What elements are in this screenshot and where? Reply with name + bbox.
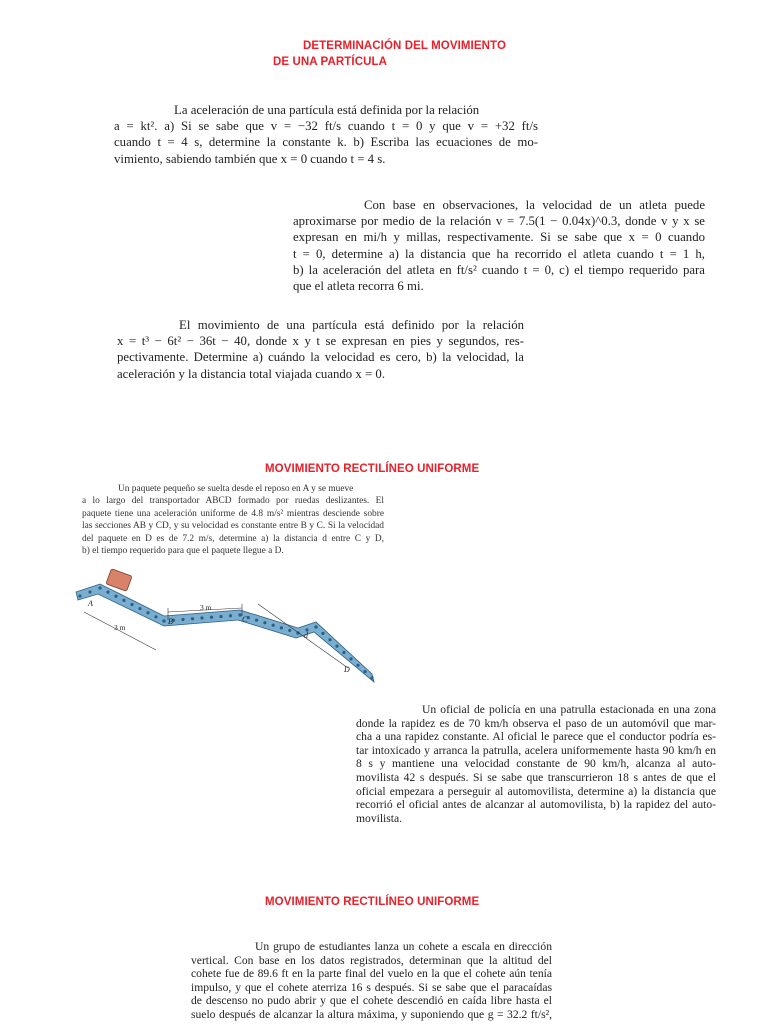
problem-1-line: vimiento, sabiendo también que x = 0 cuando t = 4 s.	[114, 151, 386, 166]
problem-4-line: b) el tiempo requerido para que el paquete llegue a D.	[82, 546, 284, 557]
roller	[162, 619, 165, 622]
problem-6-line: suelo después de alcanzar la altura máxima, y suponiendo que g = 32.2 ft/s²,	[191, 1007, 552, 1021]
problem-6-line: Un grupo de estudiantes lanza un cohete a escala en dirección	[255, 940, 552, 953]
problem-5-line: recorrió el oficial antes de alcanzar al automovilista, b) la rapidez del auto-	[356, 798, 716, 812]
roller	[255, 619, 258, 622]
problem-1-line: La aceleración de una partícula está definida por la relación	[174, 103, 480, 117]
roller	[88, 590, 91, 593]
problem-3-line: x = t³ − 6t² − 36t − 40, donde x y t se expresan en pies y segundos, res-	[117, 334, 524, 349]
problem-5-text	[356, 703, 716, 825]
conveyor-diagram	[72, 566, 384, 690]
dimension-cd: d	[304, 631, 308, 640]
problem-6-line: de descenso no pudo abrir y que el cohete descendió en caída libre hasta el	[191, 994, 552, 1008]
problem-4-line: Un paquete pequeño se suelta desde el reposo en A y se mueve	[118, 484, 354, 494]
heading-rectilineo-2: MOVIMIENTO RECTILÍNEO UNIFORME	[265, 896, 480, 908]
roller	[78, 594, 81, 597]
roller	[272, 624, 275, 627]
problem-5-line: cha a una rapidez constante. Al oficial le parece que el conductor podría es-	[356, 730, 716, 744]
roller	[181, 618, 184, 621]
problem-6-line: vertical. Con base en los datos registrados, determinan que la altitud del	[191, 953, 552, 967]
problem-5-line: movilista.	[356, 811, 403, 825]
roller	[219, 615, 222, 618]
problem-3-line: El movimiento de una partícula está definido por la relación	[179, 318, 524, 332]
roller	[146, 611, 149, 614]
roller	[154, 615, 157, 618]
roller	[210, 616, 213, 619]
problem-3-line: pectivamente. Determine a) cuándo la velocidad es cero, b) la velocidad, la	[117, 350, 524, 365]
problem-4-line: del paquete en D es de 7.2 m/s, determine a) la distancia d entre C y D,	[82, 533, 384, 544]
dimension-bc: 3 m	[200, 603, 212, 612]
problem-4-line: paquete tiene una aceleración uniforme de 4.8 m/s² mientras desciende sobre	[82, 508, 384, 519]
problem-2-line: aproximarse por medio de la relación v = 7.5(1 − 0.04x)^0.3, donde v y x se	[293, 214, 705, 229]
label-c: C	[242, 615, 248, 624]
heading-determinacion-line1: DETERMINACIÓN DEL MOVIMIENTO	[303, 40, 506, 52]
label-a: A	[88, 599, 93, 608]
problem-5-line: donde la rapidez es de 70 km/h observa el paso de un automóvil que mar-	[356, 716, 716, 730]
problem-6-text	[191, 940, 552, 1022]
roller	[191, 617, 194, 620]
roller	[122, 599, 125, 602]
problem-5-line: tar intoxicado y arranca la patrulla, acelera uniformemente hasta 90 km/h en	[356, 743, 716, 757]
roller	[200, 616, 203, 619]
problem-1-line: cuando t = 4 s, determine la constante k. b) Escriba las ecuaciones de mo-	[114, 135, 538, 150]
problem-5-line: movilista 42 s después. Si se sabe que transcurrieron 18 s antes de que el	[356, 770, 716, 784]
problem-2-line: t = 0, determine a) la distancia que ha recorrido el atleta cuando t = 1 h,	[293, 246, 705, 261]
roller	[288, 629, 291, 632]
problem-1-line: a = kt². a) Si se sabe que v = −32 ft/s cuando t = 0 y que v = +32 ft/s	[114, 119, 538, 134]
problem-5-line: 8 s y mantiene una velocidad constante de 90 km/h, alcanza al auto-	[356, 757, 716, 771]
roller	[328, 638, 331, 641]
roller	[356, 664, 359, 667]
dimension-ab: 3 m	[114, 623, 126, 632]
roller	[98, 586, 101, 589]
roller	[335, 645, 338, 648]
problem-5-line: oficial empezara a perseguir al automovilista, determine a) la distancia que	[356, 784, 716, 798]
roller	[263, 621, 266, 624]
roller	[280, 626, 283, 629]
problem-2-line: que el atleta recorra 6 mi.	[293, 279, 424, 294]
conveyor-belt	[76, 584, 374, 682]
package-box	[106, 569, 132, 592]
roller	[321, 632, 324, 635]
label-d: D	[344, 665, 350, 674]
roller	[363, 670, 366, 673]
problem-6-line: impulso, y que el cohete aterriza 16 s después. Si se sabe que el paracaídas	[191, 980, 552, 994]
roller	[106, 591, 109, 594]
problem-6-line: cohete fue de 89.6 ft en la parte final del vuelo en la que el cohete aún tenía	[191, 967, 552, 981]
roller	[114, 595, 117, 598]
conveyor-rollers	[78, 586, 373, 679]
problem-5-line: Un oficial de policía en una patrulla estacionada en una zona	[422, 703, 716, 716]
problem-3-line: aceleración y la distancia total viajada cuando x = 0.	[117, 366, 386, 381]
roller	[349, 657, 352, 660]
label-b: B	[168, 617, 173, 626]
roller	[138, 607, 141, 610]
problem-4-text	[82, 483, 384, 557]
problem-4-line: a lo largo del transportador ABCD formado por ruedas deslizantes. El	[82, 496, 384, 507]
problem-2-text	[293, 197, 705, 294]
roller	[229, 614, 232, 617]
problem-4-line: las secciones AB y CD, y su velocidad es constante entre B y C. Si la velocidad	[82, 521, 384, 532]
problem-1-text	[114, 102, 538, 167]
problem-2-line: b) la aceleración del atleta en ft/s² cuando t = 0, c) el tiempo requerido para	[293, 262, 705, 277]
heading-determinacion-line2: DE UNA PARTÍCULA	[273, 56, 388, 68]
problem-3-text	[117, 317, 524, 382]
problem-2-line: Con base en observaciones, la velocidad de un atleta puede	[364, 198, 705, 212]
heading-rectilineo-1: MOVIMIENTO RECTILÍNEO UNIFORME	[265, 463, 480, 475]
problem-2-line: expresan en mi/h y millas, respectivamente. Si se sabe que x = 0 cuando	[293, 230, 705, 245]
roller	[130, 603, 133, 606]
roller	[370, 676, 373, 679]
roller	[314, 625, 317, 628]
roller	[342, 651, 345, 654]
